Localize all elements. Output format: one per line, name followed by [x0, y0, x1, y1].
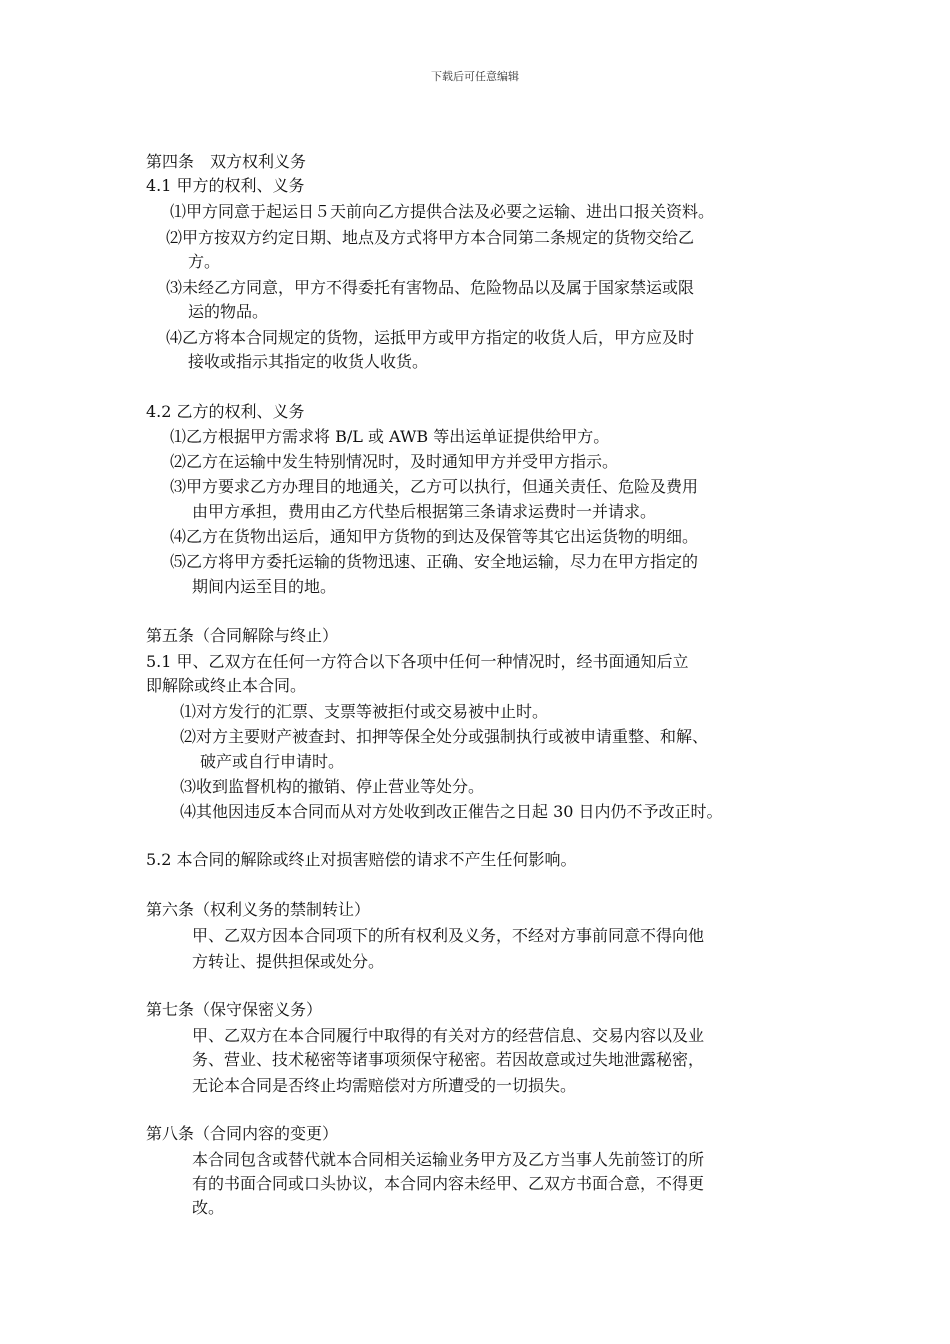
text-line: ⑷乙方在货物出运后，通知甲方货物的到达及保管等其它出运货物的明细。 — [170, 527, 699, 546]
text-line: 破产或自行申请时。 — [200, 752, 345, 771]
text-line: ⑴甲方同意于起运日５天前向乙方提供合法及必要之运输、进出口报关资料。 — [170, 202, 715, 221]
text-line: ⑴乙方根据甲方需求将 B/L 或 AWB 等出运单证提供给甲方。 — [170, 427, 610, 446]
text-line: 改。 — [192, 1198, 225, 1217]
text-line: ⑵乙方在运输中发生特别情况时，及时通知甲方并受甲方指示。 — [170, 452, 619, 471]
text-line: ⑴对方发行的汇票、支票等被拒付或交易被中止时。 — [180, 702, 549, 721]
text-line: 由甲方承担，费用由乙方代垫后根据第三条请求运费时一并请求。 — [192, 502, 657, 521]
text-line: 第六条（权利义务的禁制转让） — [146, 900, 371, 919]
text-line: 第七条（保守保密义务） — [146, 1000, 323, 1019]
text-line: 方转让、提供担保或处分。 — [192, 952, 385, 971]
text-line: ⑶甲方要求乙方办理目的地通关，乙方可以执行，但通关责任、危险及费用 — [170, 477, 699, 496]
text-line: 第五条（合同解除与终止） — [146, 626, 339, 645]
text-line: 即解除或终止本合同。 — [146, 676, 307, 695]
text-line: ⑶收到监督机构的撤销、停止营业等处分。 — [180, 777, 485, 796]
text-line: ⑸乙方将甲方委托运输的货物迅速、正确、安全地运输，尽力在甲方指定的 — [170, 552, 699, 571]
text-line: ⑷其他因违反本合同而从对方处收到改正催告之日起 30 日内仍不予改正时。 — [180, 802, 723, 821]
text-line: ⑵对方主要财产被查封、扣押等保全处分或强制执行或被申请重整、和解、 — [180, 727, 709, 746]
text-line: 方。 — [188, 252, 221, 271]
text-line: 第八条（合同内容的变更） — [146, 1124, 339, 1143]
text-line: 5.2 本合同的解除或终止对损害赔偿的请求不产生任何影响。 — [146, 850, 577, 869]
text-line: ⑷乙方将本合同规定的货物，运抵甲方或甲方指定的收货人后，甲方应及时 — [166, 328, 695, 347]
text-line: 4.2 乙方的权利、义务 — [146, 402, 305, 421]
text-line: 务、营业、技术秘密等诸事项须保守秘密。若因故意或过失地泄露秘密， — [192, 1050, 705, 1069]
text-line: 甲、乙双方在本合同履行中取得的有关对方的经营信息、交易内容以及业 — [192, 1026, 705, 1045]
text-line: ⑶未经乙方同意，甲方不得委托有害物品、危险物品以及属于国家禁运或限 — [166, 278, 695, 297]
text-line: 4.1 甲方的权利、义务 — [146, 176, 305, 195]
text-line: 接收或指示其指定的收货人收货。 — [188, 352, 429, 371]
text-line: 无论本合同是否终止均需赔偿对方所遭受的一切损失。 — [192, 1076, 577, 1095]
text-line: 本合同包含或替代就本合同相关运输业务甲方及乙方当事人先前签订的所 — [192, 1150, 705, 1169]
text-line: 运的物品。 — [188, 302, 269, 321]
text-line: 期间内运至目的地。 — [192, 577, 337, 596]
page-header: 下载后可任意编辑 — [431, 70, 519, 83]
text-line: 甲、乙双方因本合同项下的所有权利及义务，不经对方事前同意不得向他 — [192, 926, 705, 945]
text-line: ⑵甲方按双方约定日期、地点及方式将甲方本合同第二条规定的货物交给乙 — [166, 228, 695, 247]
text-line: 有的书面合同或口头协议，本合同内容未经甲、乙双方书面合意，不得更 — [192, 1174, 705, 1193]
text-line: 5.1 甲、乙双方在任何一方符合以下各项中任何一种情况时，经书面通知后立 — [146, 652, 689, 671]
text-line: 第四条 双方权利义务 — [146, 152, 307, 171]
